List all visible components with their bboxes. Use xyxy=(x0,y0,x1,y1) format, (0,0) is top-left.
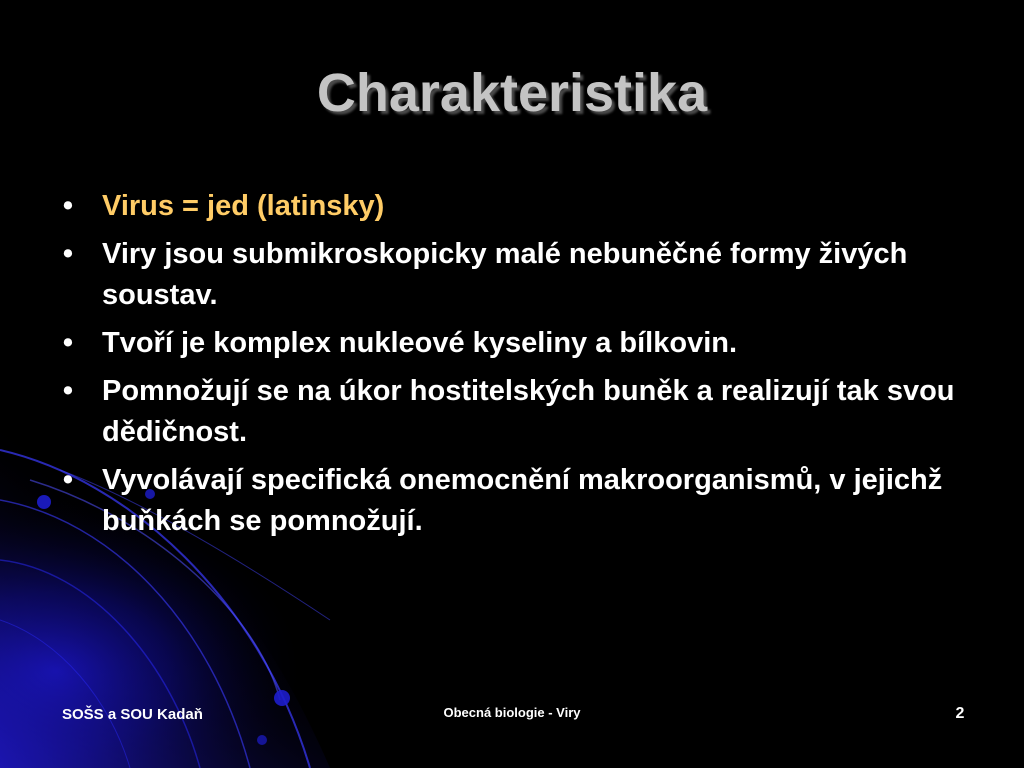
bullet-text: Tvoří je komplex nukleové kyseliny a bílkovin. xyxy=(102,327,738,359)
bullet-text: Pomnožují se na úkor hostitelských buněk a realizují tak svou dědičnost. xyxy=(102,375,955,448)
bullet-icon: • xyxy=(62,375,74,407)
bullet-item-viruses-submicroscopic xyxy=(58,234,968,316)
footer-page-number: 2 xyxy=(955,705,965,722)
bullet-item-diseases xyxy=(58,460,968,542)
footer-school-name: SOŠS a SOU Kadaň xyxy=(62,706,203,723)
bullet-icon: • xyxy=(62,464,74,496)
bullet-text: Viry jsou submikroskopicky malé nebuněčné formy živých soustav. xyxy=(102,238,908,311)
bullet-item-composition xyxy=(58,323,968,364)
footer-subject: Obecná biologie - Viry xyxy=(443,705,581,720)
bullet-icon: • xyxy=(62,238,74,270)
bullet-item-reproduction xyxy=(58,371,968,453)
bullet-icon: • xyxy=(62,190,74,222)
bullet-icon: • xyxy=(62,327,74,359)
bullet-text: Virus = jed (latinsky) xyxy=(102,190,385,222)
bullet-list xyxy=(58,186,968,549)
bullet-text: Vyvolávají specifická onemocnění makroorganismů, v jejichž buňkách se pomnožují. xyxy=(102,464,943,537)
bullet-item-virus-definition xyxy=(58,186,968,227)
slide-title: Charakteristika xyxy=(316,63,708,123)
